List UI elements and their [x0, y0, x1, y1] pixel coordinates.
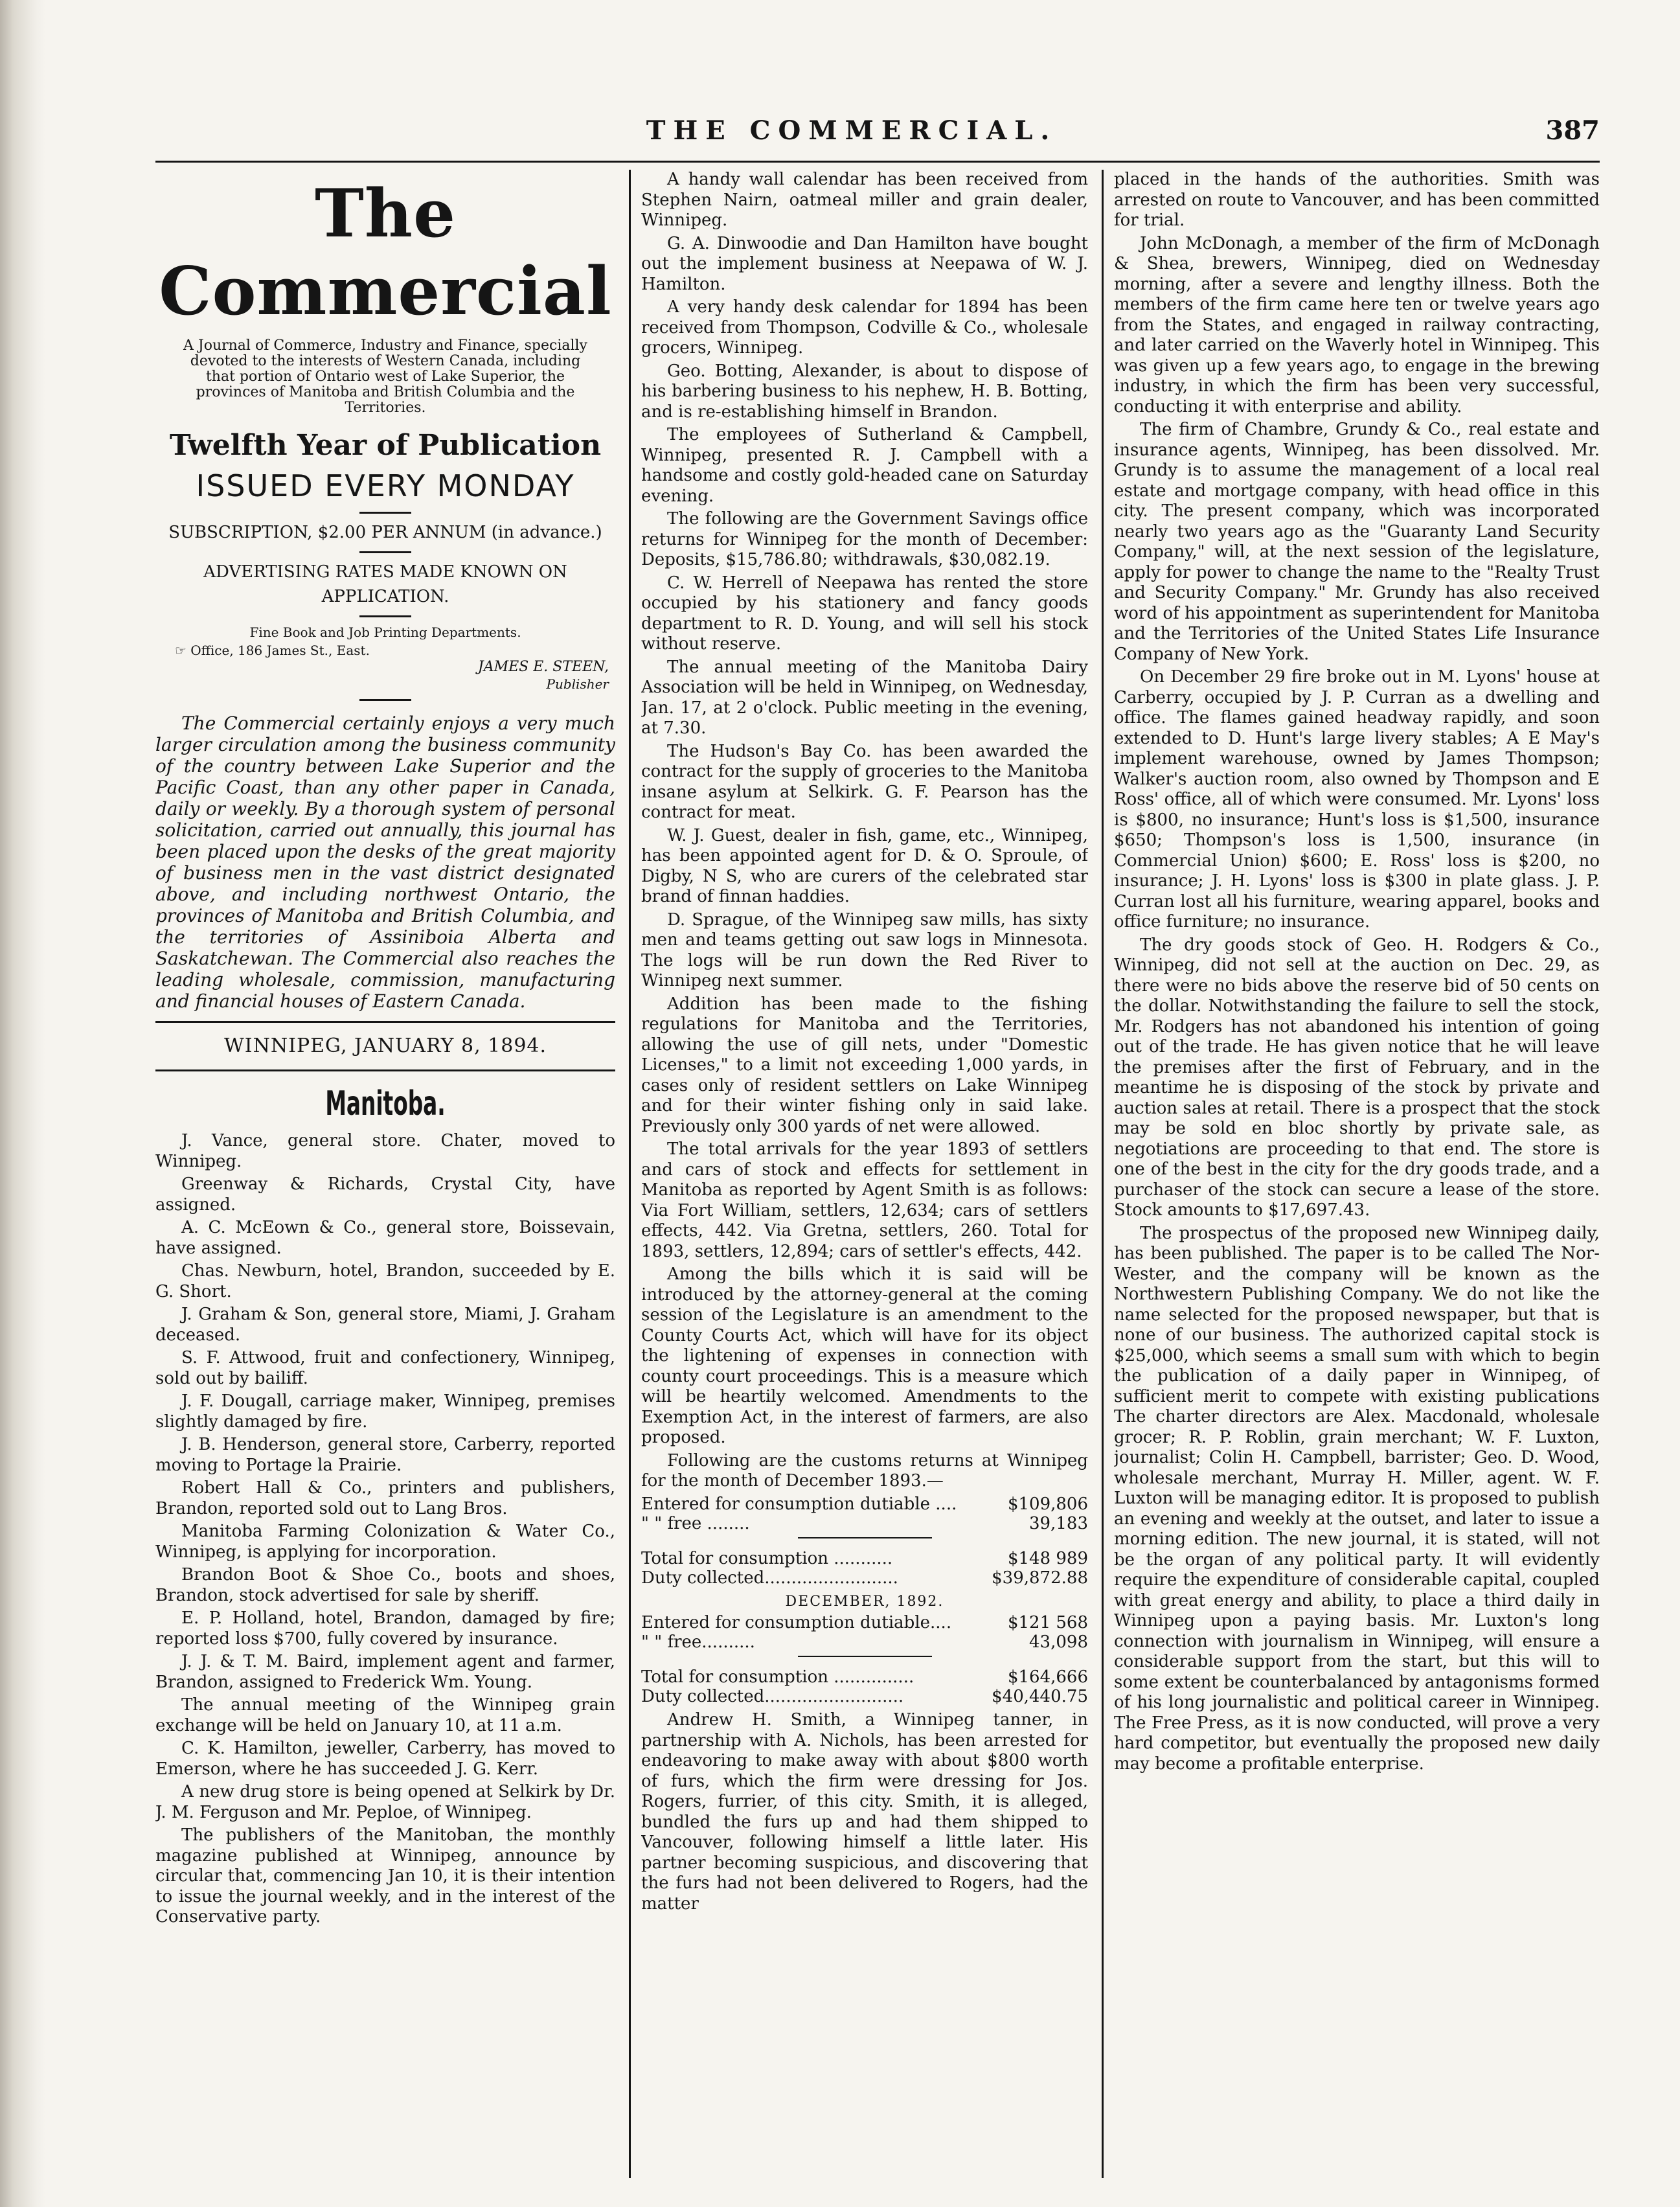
ledger-label: Total for consumption ...............	[641, 1667, 914, 1687]
ledger-row	[641, 1613, 1088, 1632]
ledger-label: Duty collected.........................	[641, 1568, 898, 1588]
ledger-amount: 39,183	[1029, 1513, 1088, 1533]
business-notice: A. C. McEown & Co., general store, Boissevain, have assigned.	[155, 1218, 615, 1258]
ledger-row	[641, 1494, 1088, 1514]
business-notice: J. B. Henderson, general store, Carberry, reported moving to Portage la Prairie.	[155, 1435, 615, 1475]
ledger-row	[641, 1541, 1088, 1568]
year-of-publication: Twelfth Year of Publication	[169, 429, 602, 462]
ledger-row	[641, 1660, 1088, 1687]
customs-1893-totals	[641, 1541, 1088, 1588]
business-notice: Manitoba Farming Colonization & Water Co., Winnipeg, is applying for incorporation.	[155, 1522, 615, 1562]
ledger-amount: $109,806	[1007, 1494, 1088, 1514]
business-notice: S. F. Attwood, fruit and confectionery, Winnipeg, sold out by bailiff.	[155, 1348, 615, 1388]
business-notice: A new drug store is being opened at Selkirk by Dr. J. M. Ferguson and Mr. Peploe, of Winnipeg.	[155, 1782, 615, 1822]
business-notice: J. J. & T. M. Baird, implement agent and farmer, Brandon, assigned to Frederick Wm. Young.	[155, 1652, 615, 1692]
news-item: John McDonagh, a member of the firm of McDonagh & Shea, brewers, Winnipeg, died on Wednesday morning, after a severe and lengthy illness. Both the members of the firm came here ten or twelve years ago from the States, and engaged in railway contracting, and later carried on the Waverly hotel in Winnipeg. This was given up a few years ago, to engage in the brewing industry, in which the firm has been very successful, conducting it with enterprise and ability.	[1114, 233, 1600, 417]
short-rule	[359, 699, 411, 701]
ledger-row	[641, 1632, 1088, 1652]
news-item: C. W. Herrell of Neepawa has rented the store occupied by his stationery and fancy goods department to R. D. Young, and will sell his stock without reserve.	[641, 573, 1088, 654]
news-item: The prospectus of the proposed new Winnipeg daily, has been published. The paper is to be called The Nor-Wester, and the company will be known as the Northwestern Publishing Company. We do not like the name selected for the proposed newspaper, but that is none of our business. The authorized capital stock is $25,000, which seems a small sum with which to begin the publication of a daily paper in Winnipeg, of sufficient merit to compete with existing publications The charter directors are Alex. Macdonald, wholesale grocer; R. P. Roblin, grain merchant; W. F. Luxton, journalist; Colin H. Campbell, barrister; Geo. D. Wood, wholesale merchant, Murray H. Miller, agent. W. F. Luxton will be managing editor. It is proposed to publish an evening and weekly at the outset, and later to issue a morning edition. The new journal, it is stated, will not be the organ of any political party. It will evidently require the expenditure of considerable capital, coupled with great energy and ability, to place a third daily in Winnipeg upon a paying basis. Mr. Luxton's long connection with journalism in Winnipeg, will ensure a considerable support from the start, but this will to some extent be counterbalanced by antagonisms formed of his long journalistic and political career in Winnipeg. The Free Press, as it is now conducted, will prove a very hard competitor, but eventually the proposed new daily may become a profitable enterprise.	[1114, 1223, 1600, 1774]
dateline: WINNIPEG, JANUARY 8, 1894.	[223, 1035, 547, 1057]
running-head	[155, 115, 1600, 161]
manitoba-items	[155, 1131, 615, 1928]
header-rule	[155, 161, 1600, 163]
customs-1893-table	[641, 1494, 1088, 1533]
ledger-separator	[798, 1537, 932, 1538]
news-item: D. Sprague, of the Winnipeg saw mills, has sixty men and teams getting out saw logs in Minnesota. The logs will be run down the Red River to Winnipeg next summer.	[641, 909, 1088, 990]
business-notice: Robert Hall & Co., printers and publishers, Brandon, reported sold out to Lang Bros.	[155, 1478, 615, 1518]
subscription-line: SUBSCRIPTION, $2.00 PER ANNUM (in advance.)	[168, 523, 602, 542]
news-item: The total arrivals for the year 1893 of settlers and cars of stock and effects for settlement in Manitoba as reported by Agent Smith is as follows: Via Fort William, settlers, 12,634; cars of settlers effects, 442. Via Gretna, settlers, 260. Total for 1893, settlers, 12,894; cars of settler's effects, 442.	[641, 1139, 1088, 1261]
news-items	[1114, 170, 1600, 1774]
advertising-line: ADVERTISING RATES MADE KNOWN ON APPLICATION.	[203, 562, 567, 606]
printing-line: Fine Book and Job Printing Departments.	[249, 624, 521, 640]
news-item: Following are the customs returns at Winnipeg for the month of December 1893.—	[641, 1450, 1088, 1491]
scanned-page-edge	[0, 0, 45, 2207]
publisher-title: Publisher	[546, 676, 609, 692]
news-item: The employees of Sutherland & Campbell, Winnipeg, presented R. J. Campbell with a handsome and costly gold-headed cane on Saturday evening.	[641, 425, 1088, 506]
ledger-amount: $39,872.88	[992, 1568, 1088, 1588]
business-notice: E. P. Holland, hotel, Brandon, damaged by fire; reported loss $700, fully covered by insurance.	[155, 1608, 615, 1649]
business-notice: The publishers of the Manitoban, the monthly magazine published at Winnipeg, announce by circular that, commencing Jan 10, it is their intention to issue the journal weekly, and in the interest of the Conservative party.	[155, 1825, 615, 1927]
news-item: Addition has been made to the fishing regulations for Manitoba and the Territories, allowing the use of gill nets, under "Domestic Licenses," to a limit not exceeding 1,000 yards, in cases only of resident settlers on Lake Winnipeg and for their winter fishing only in said lake. Previously only 300 yards of net were allowed.	[641, 994, 1088, 1136]
short-rule	[359, 615, 411, 617]
news-item: The dry goods stock of Geo. H. Rodgers & Co., Winnipeg, did not sell at the auction on Dec. 29, as there were no bids above the reserve bid of 50 cents on the dollar. Notwithstanding the failure to sell the stock, Mr. Rodgers has not abandoned his intention of going out of the trade. He has given notice that he will leave the premises after the first of February, and in the meantime he is disposing of the stock by private and auction sales at retail. There is a prospect that the stock may be sold en bloc shortly by private sale, as negotiations are proceeding to that end. The store is one of the best in the city for the dry goods trade, and a purchaser of the stock can secure a lease of the store. Stock amounts to $17,697.43.	[1114, 935, 1600, 1220]
masthead-title: The Commercial	[159, 175, 612, 330]
issued-line: ISSUED EVERY MONDAY	[196, 468, 575, 503]
section-rule	[155, 1021, 615, 1023]
section-heading: Manitoba.	[325, 1084, 446, 1123]
customs-1892-heading: DECEMBER, 1892.	[785, 1593, 944, 1610]
page-number: 387	[1545, 115, 1600, 146]
news-item: The annual meeting of the Manitoba Dairy Association will be held in Winnipeg, on Wednesday, Jan. 17, at 2 o'clock. Public meeting in the evening, at 7.30.	[641, 657, 1088, 738]
customs-1892-table	[641, 1613, 1088, 1652]
ledger-row	[641, 1687, 1088, 1706]
column-2	[641, 170, 1088, 2178]
news-item: The firm of Chambre, Grundy & Co., real estate and insurance agents, Winnipeg, has been dissolved. Mr. Grundy is to assume the management of a local real estate and mortgage company, with head office in this city. The present company, which was incorporated nearly two years ago as the "Guaranty Land Security Company," will, at the next session of the legislature, apply for power to change the name to the "Realty Trust and Security Company." Mr. Grundy has also received word of his appointment as superintendent for Manitoba and the Territories of the United States Life Insurance Company of New York.	[1114, 420, 1600, 664]
customs-1892-totals	[641, 1660, 1088, 1706]
publisher-name: JAMES E. STEEN,	[477, 659, 609, 675]
ledger-amount: $148 989	[1007, 1548, 1088, 1568]
ledger-label: Duty collected..........................	[641, 1687, 904, 1706]
section-rule	[155, 1069, 615, 1071]
column-1	[155, 170, 615, 2178]
business-notice: C. K. Hamilton, jeweller, Carberry, has moved to Emerson, where he has succeeded J. G. Kerr.	[155, 1739, 615, 1779]
business-notice: The annual meeting of the Winnipeg grain exchange will be held on January 10, at 11 a.m.	[155, 1695, 615, 1735]
column-rule-1	[629, 170, 631, 2178]
ledger-amount: 43,098	[1029, 1632, 1088, 1652]
column-3	[1114, 170, 1600, 2178]
ledger-separator	[798, 1656, 932, 1657]
business-notice: J. Graham & Son, general store, Miami, J. Graham deceased.	[155, 1305, 615, 1345]
business-notice: Brandon Boot & Shoe Co., boots and shoes, Brandon, stock advertised for sale by sheriff.	[155, 1565, 615, 1605]
masthead-description: A Journal of Commerce, Industry and Finance, specially devoted to the interests of Western Canada, including that portion of Ontario west of Lake Superior, the provinces of Manitoba and British Columbia and the Territories.	[183, 337, 587, 416]
ledger-amount: $40,440.75	[992, 1687, 1088, 1706]
news-item: Geo. Botting, Alexander, is about to dispose of his barbering business to his nephew, H. B. Botting, and is re-establishing himself in Brandon.	[641, 361, 1088, 422]
business-notice: J. F. Dougall, carriage maker, Winnipeg, premises slightly damaged by fire.	[155, 1391, 615, 1432]
news-item: G. A. Dinwoodie and Dan Hamilton have bought out the implement business at Neepawa of W. J. Hamilton.	[641, 233, 1088, 294]
ledger-label: Total for consumption ...........	[641, 1548, 893, 1568]
ledger-label: Entered for consumption dutiable ....	[641, 1494, 957, 1514]
business-notice: Greenway & Richards, Crystal City, have assigned.	[155, 1174, 615, 1215]
news-item: A handy wall calendar has been received from Stephen Nairn, oatmeal miller and grain dealer, Winnipeg.	[641, 170, 1088, 230]
business-notice: J. Vance, general store. Chater, moved to Winnipeg.	[155, 1131, 615, 1171]
ledger-label: " " free..........	[641, 1632, 755, 1652]
ledger-row	[641, 1568, 1088, 1588]
news-item: The Hudson's Bay Co. has been awarded the contract for the supply of groceries to the Manitoba insane asylum at Selkirk. G. F. Pearson has the contract for meat.	[641, 741, 1088, 822]
office-line: ☞ Office, 186 James St., East.	[175, 643, 370, 658]
news-item: On December 29 fire broke out in M. Lyons' house at Carberry, occupied by J. P. Curran as a dwelling and office. The flames gained headway rapidly, and soon extended to D. Hunt's large livery stables; A E May's implement warehouse, owned by James Thompson; Walker's auction room, also owned by Thompson and E Ross' office, all of which were consumed. Mr. Lyons' loss is $800, no insurance; Hunt's loss is $1,500, insurance $650; Thompson's loss is 1,500, insurance (in Commercial Union) $600; E. Ross' loss is $200, no insurance; J. H. Lyons' loss is $300 in plate glass. J. P. Curran lost all his furniture, wearing apparel, books and office furniture; no insurance.	[1114, 667, 1600, 932]
running-title: THE COMMERCIAL.	[646, 115, 1058, 146]
ledger-amount: $164,666	[1007, 1667, 1088, 1687]
news-item: W. J. Guest, dealer in fish, game, etc., Winnipeg, has been appointed agent for D. & O. Sproule, of Digby, N S, who are curers of the celebrated star brand of finnan haddies.	[641, 825, 1088, 906]
news-item: Among the bills which it is said will be introduced by the attorney-general at the coming session of the Legislature is an amendment to the County Courts Act, which will have for its object the lightening of expenses in connection with county court proceedings. This is a measure which will be heartily welcomed. Amendments to the Exemption Act, in the interest of farmers, are also proposed.	[641, 1264, 1088, 1447]
news-item: The following are the Government Savings office returns for Winnipeg for the month of December: Deposits, $15,786.80; withdrawals, $30,082.19.	[641, 509, 1088, 569]
ledger-row	[641, 1514, 1088, 1533]
ledger-label: Entered for consumption dutiable....	[641, 1613, 952, 1632]
news-item: A very handy desk calendar for 1894 has been received from Thompson, Codville & Co., wholesale grocers, Winnipeg.	[641, 297, 1088, 358]
ledger-amount: $121 568	[1007, 1613, 1088, 1632]
business-notice: Chas. Newburn, hotel, Brandon, succeeded by E. G. Short.	[155, 1261, 615, 1301]
circulation-notice: The Commercial certainly enjoys a very much larger circulation among the business community of the country between Lake Superior and the Pacific Coast, than any other paper in Canada, daily or weekly. By a thorough system of personal solicitation, carried out annually, this journal has been placed upon the desks of the great majority of business men in the vast district designated above, and including northwest Ontario, the provinces of Manitoba and British Columbia, and the territories of Assiniboia Alberta and Saskatchewan. The Commercial also reaches the leading wholesale, commission, manufacturing and financial houses of Eastern Canada.	[155, 713, 615, 1012]
ledger-label: " " free ........	[641, 1513, 750, 1533]
short-rule	[359, 551, 411, 553]
column-rule-2	[1102, 170, 1104, 2178]
news-item: placed in the hands of the authorities. Smith was arrested on route to Vancouver, and has been committed for trial.	[1114, 170, 1600, 230]
news-items	[641, 170, 1088, 1492]
short-rule	[359, 512, 411, 514]
news-item: Andrew H. Smith, a Winnipeg tanner, in partnership with A. Nichols, has been arrested for endeavoring to make away with about $800 worth of furs, which the firm were dressing for Jos. Rogers, furrier, of this city. Smith, it is alleged, bundled the furs up and had them shipped to Vancouver, following himself a little later. His partner becoming suspicious, and discovering that the furs had not been delivered to Rogers, had the matter	[641, 1710, 1088, 1914]
